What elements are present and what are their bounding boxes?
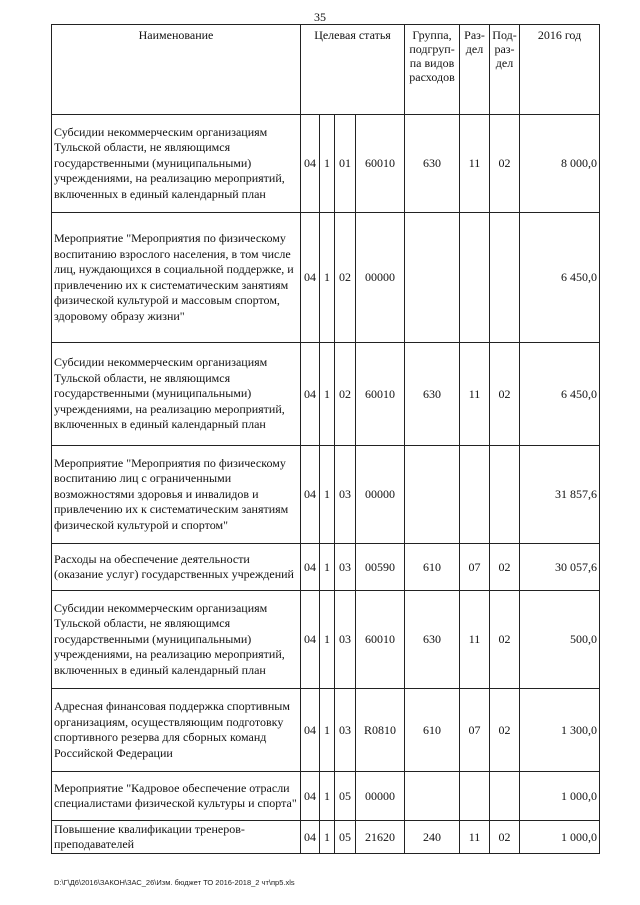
row-subsection-cell: 02 [490, 821, 520, 854]
row-section-cell: 11 [460, 821, 490, 854]
row-name-cell: Мероприятие "Мероприятия по физическому воспитанию взрослого населения, в том числе лиц, нуждающихся в социальной поддержке, и привлечению их к систематическим занятиям физической культурой и массовым спортом, здоровому образу жизни" [52, 213, 301, 343]
row-c1-cell: 04 [301, 343, 320, 446]
row-section-cell: 07 [460, 689, 490, 772]
row-c2-cell: 1 [320, 821, 335, 854]
row-c2-cell: 1 [320, 544, 335, 591]
table-row [52, 343, 600, 446]
row-section-cell: 11 [460, 591, 490, 689]
row-c1-cell: 04 [301, 689, 320, 772]
row-c4-cell: 21620 [356, 821, 405, 854]
row-amount-cell: 1 000,0 [520, 821, 600, 854]
row-c1-cell: 04 [301, 115, 320, 213]
row-c3-cell: 01 [335, 115, 356, 213]
table-row [52, 591, 600, 689]
row-c2-cell: 1 [320, 689, 335, 772]
row-subsection-cell: 02 [490, 544, 520, 591]
row-name-cell: Адресная финансовая поддержка спортивным организациям, осуществляющим подготовку спортивного резерва для сборных команд Российской Федерации [52, 689, 301, 772]
header-row [52, 25, 600, 115]
row-c4-cell: 60010 [356, 591, 405, 689]
header-subsection: Под-раз-дел [490, 25, 520, 115]
table-row [52, 544, 600, 591]
row-subsection-cell: 02 [490, 689, 520, 772]
header-section: Раз-дел [460, 25, 490, 115]
row-group-cell: 240 [405, 821, 460, 854]
table-row [52, 213, 600, 343]
row-group-cell: 630 [405, 591, 460, 689]
row-amount-cell: 6 450,0 [520, 343, 600, 446]
row-section-cell [460, 772, 490, 821]
table-row [52, 115, 600, 213]
row-c1-cell: 04 [301, 446, 320, 544]
header-target-article: Целевая статья [301, 25, 405, 115]
row-group-cell [405, 213, 460, 343]
row-section-cell [460, 213, 490, 343]
row-subsection-cell: 02 [490, 115, 520, 213]
row-amount-cell: 1 300,0 [520, 689, 600, 772]
row-amount-cell: 500,0 [520, 591, 600, 689]
row-name-cell: Повышение квалификации тренеров-преподавателей [52, 821, 301, 854]
row-name-cell: Расходы на обеспечение деятельности (оказание услуг) государственных учреждений [52, 544, 301, 591]
row-c3-cell: 05 [335, 772, 356, 821]
row-name-cell: Субсидии некоммерческим организациям Тульской области, не являющимся государственными (муниципальными) учреждениями, на реализацию мероприятий, включенных в единый календарный план [52, 343, 301, 446]
row-c1-cell: 04 [301, 544, 320, 591]
row-section-cell: 11 [460, 343, 490, 446]
row-subsection-cell [490, 772, 520, 821]
file-path-footer: D:\Г\Д6\2016\ЗАКОН\ЗАС_26\Изм. бюджет ТО 2016-2018_2 чт\пр5.xls [54, 878, 295, 887]
table-row [52, 446, 600, 544]
row-amount-cell: 6 450,0 [520, 213, 600, 343]
row-c2-cell: 1 [320, 772, 335, 821]
row-name-cell: Мероприятие "Кадровое обеспечение отрасли специалистами физической культуры и спорта" [52, 772, 301, 821]
row-c3-cell: 03 [335, 544, 356, 591]
row-c1-cell: 04 [301, 821, 320, 854]
row-c2-cell: 1 [320, 591, 335, 689]
header-year: 2016 год [520, 25, 600, 115]
row-amount-cell: 8 000,0 [520, 115, 600, 213]
row-c4-cell: 00000 [356, 446, 405, 544]
row-c3-cell: 03 [335, 446, 356, 544]
row-section-cell: 11 [460, 115, 490, 213]
row-name-cell: Субсидии некоммерческим организациям Тульской области, не являющимся государственными (муниципальными) учреждениями, на реализацию мероприятий, включенных в единый календарный план [52, 115, 301, 213]
row-c4-cell: R0810 [356, 689, 405, 772]
row-amount-cell: 30 057,6 [520, 544, 600, 591]
row-c3-cell: 02 [335, 343, 356, 446]
row-c1-cell: 04 [301, 772, 320, 821]
row-c4-cell: 00000 [356, 213, 405, 343]
row-c4-cell: 00000 [356, 772, 405, 821]
header-name: Наименование [52, 25, 301, 115]
row-group-cell: 610 [405, 689, 460, 772]
row-c1-cell: 04 [301, 591, 320, 689]
row-amount-cell: 1 000,0 [520, 772, 600, 821]
table-row [52, 772, 600, 821]
row-name-cell: Субсидии некоммерческим организациям Тульской области, не являющимся государственными (муниципальными) учреждениями, на реализацию мероприятий, включенных в единый календарный план [52, 591, 301, 689]
row-group-cell: 610 [405, 544, 460, 591]
row-subsection-cell [490, 213, 520, 343]
row-c4-cell: 00590 [356, 544, 405, 591]
budget-table [51, 24, 600, 854]
row-group-cell [405, 772, 460, 821]
row-amount-cell: 31 857,6 [520, 446, 600, 544]
row-c2-cell: 1 [320, 115, 335, 213]
header-group: Группа, подгруп-па видов расходов [405, 25, 460, 115]
row-c3-cell: 03 [335, 689, 356, 772]
row-c2-cell: 1 [320, 213, 335, 343]
row-c3-cell: 02 [335, 213, 356, 343]
row-name-cell: Мероприятие "Мероприятия по физическому воспитанию лиц с ограниченными возможностями здоровья и инвалидов и привлечению их к систематическим занятиям физической культурой и спортом" [52, 446, 301, 544]
row-group-cell: 630 [405, 115, 460, 213]
row-c4-cell: 60010 [356, 115, 405, 213]
table-row [52, 821, 600, 854]
row-subsection-cell: 02 [490, 591, 520, 689]
row-section-cell [460, 446, 490, 544]
table-row [52, 689, 600, 772]
row-group-cell: 630 [405, 343, 460, 446]
row-subsection-cell: 02 [490, 343, 520, 446]
page-number: 35 [314, 10, 326, 24]
row-c3-cell: 03 [335, 591, 356, 689]
row-c1-cell: 04 [301, 213, 320, 343]
row-c4-cell: 60010 [356, 343, 405, 446]
row-group-cell [405, 446, 460, 544]
row-c3-cell: 05 [335, 821, 356, 854]
row-subsection-cell [490, 446, 520, 544]
row-c2-cell: 1 [320, 446, 335, 544]
row-section-cell: 07 [460, 544, 490, 591]
row-c2-cell: 1 [320, 343, 335, 446]
